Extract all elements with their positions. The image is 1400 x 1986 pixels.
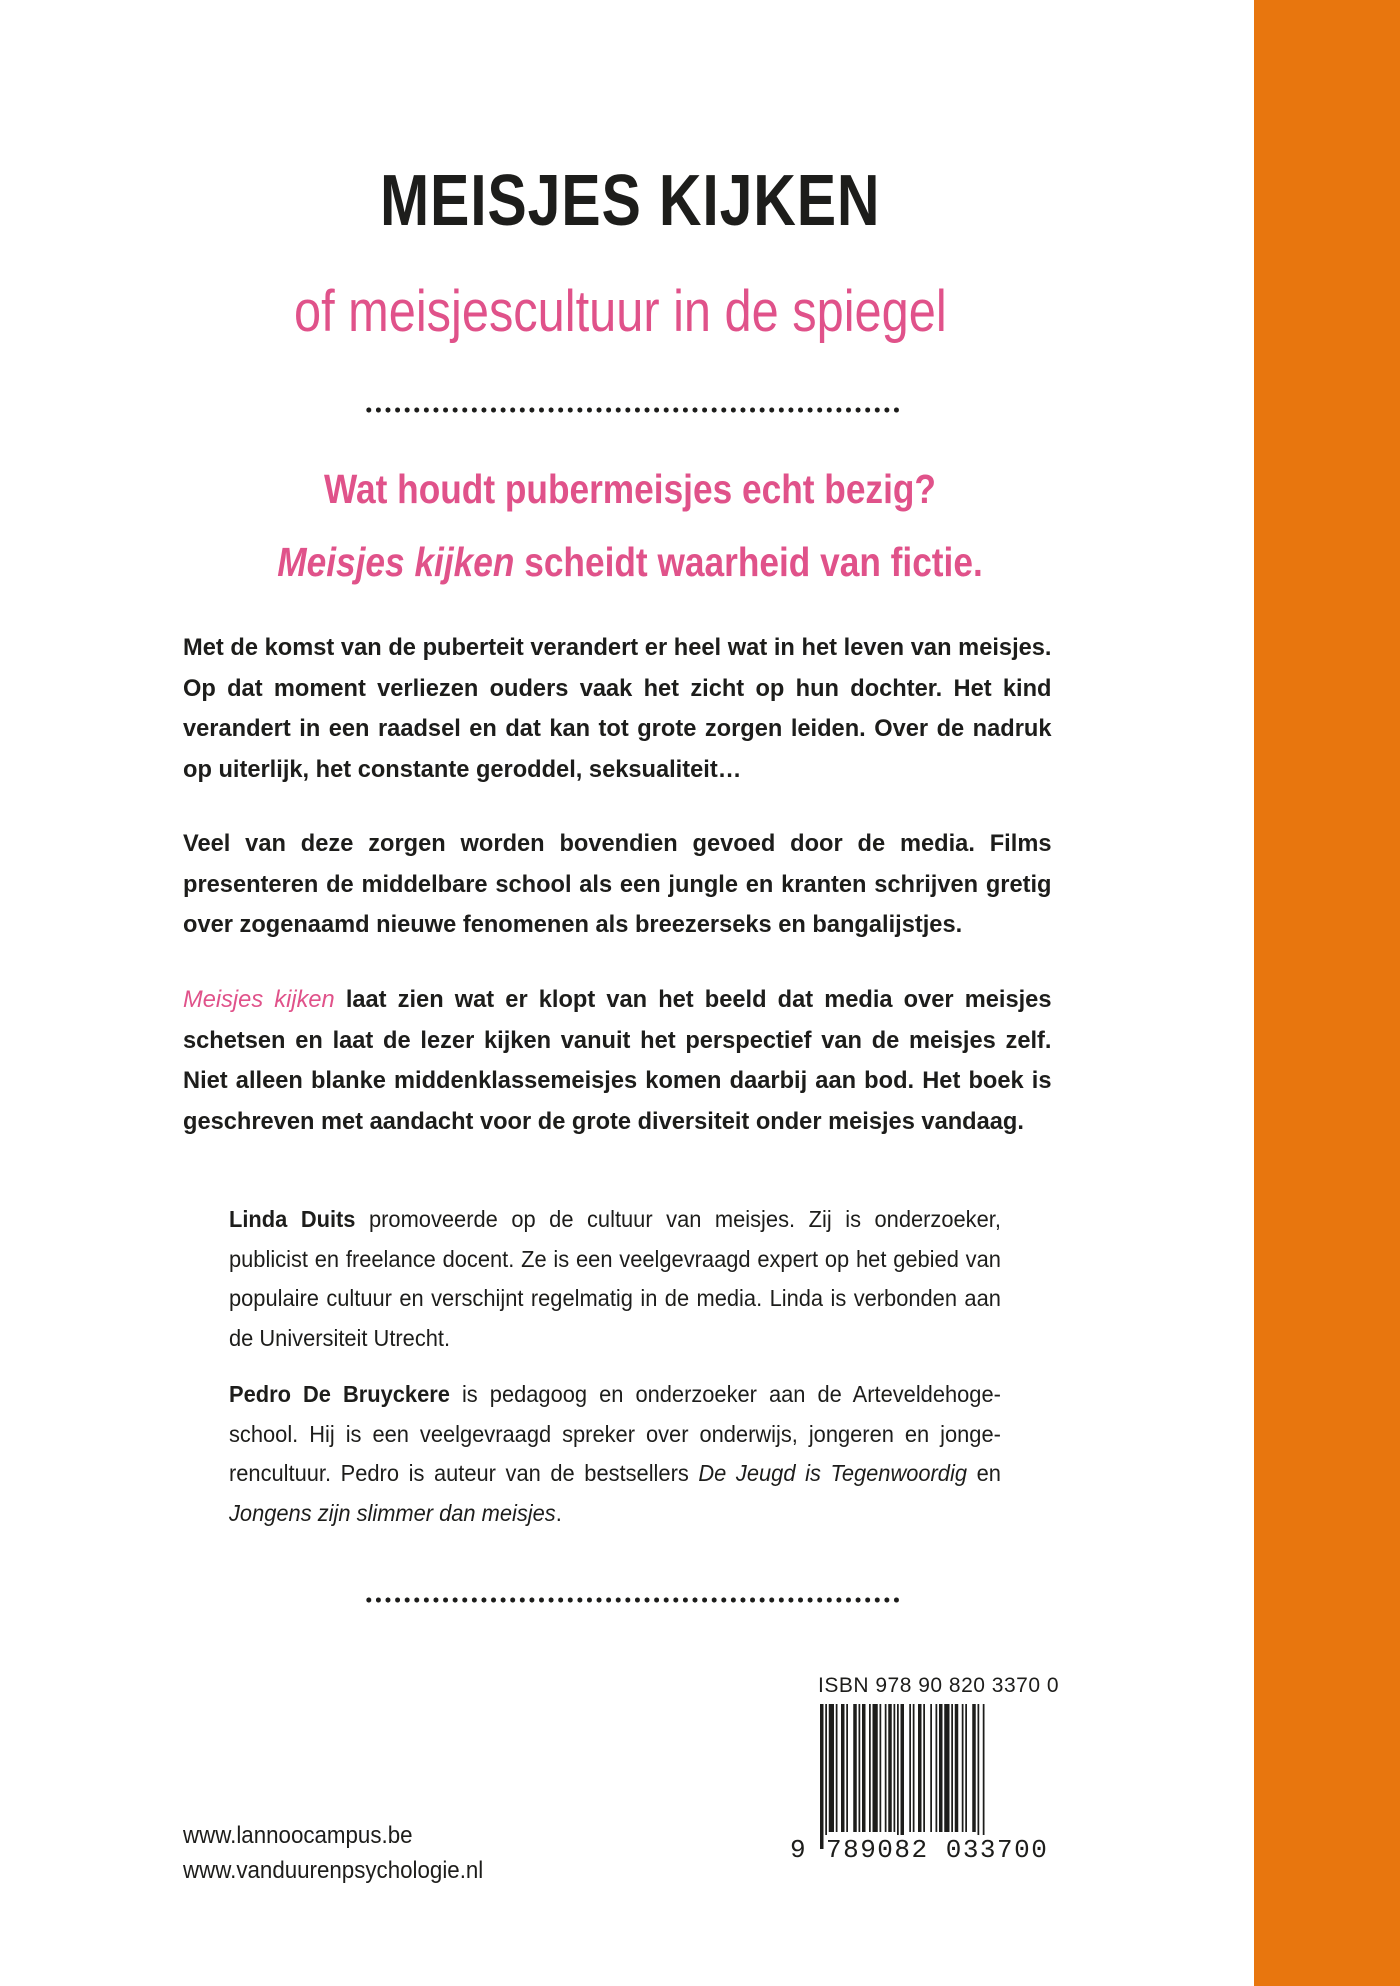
book-title: MEISJES KIJKEN	[380, 161, 881, 241]
orange-spine	[1254, 0, 1400, 1986]
author-bio-pedro-text-1: is pedagoog en onderzoeker aan de Arteveldehogeschool. Hij is een veelgevraagd spreker over onderwijs, jongeren en jongerencultuur. Pedro is auteur van de bestsellers	[229, 1381, 1001, 1486]
tagline-line-2-text: scheidt waarheid van fictie.	[514, 539, 983, 585]
tagline-line-2	[243, 539, 1017, 586]
author-name-linda: Linda Duits	[229, 1206, 356, 1232]
website-link-vanduuren[interactable]: www.vanduurenpsychologie.nl	[183, 1857, 484, 1884]
blurb-paragraph-3-text: laat zien wat er klopt van het beeld dat media over meisjes schetsen en laat de lezer kijken vanuit het perspectief van de meisjes zelf. Niet alleen blanke middenklassemeisjes komen daarbij aan bod. Het boek is geschreven met aandacht voor de grote diversiteit onder meisjes vandaag.	[183, 986, 1052, 1135]
barcode-digits: 789082 033700	[826, 1835, 1049, 1865]
author-bio-pedro-text-3: .	[555, 1499, 562, 1526]
dotted-divider-top	[364, 407, 902, 413]
blurb-paragraph-2: Veel van deze zorgen worden bovendien gevoed door de media. Films presenteren de middelbare school als een jungle en kranten schrijven gretig over zogenaamd nieuwe fenomenen als breezerseks en bangalijstjes.	[183, 830, 1052, 938]
author-bio-pedro	[229, 1375, 1001, 1533]
tagline-line-1: Wat houdt pubermeisjes echt bezig?	[324, 466, 936, 512]
author-name-pedro: Pedro De Bruyckere	[229, 1381, 450, 1407]
blurb-paragraph-3	[183, 980, 1052, 1142]
book-subtitle: of meisjescultuur in de spiegel	[294, 279, 947, 344]
author-bio-pedro-text-2: en	[966, 1460, 1001, 1486]
tagline-book-name: Meisjes kijken	[277, 539, 515, 585]
book-title-jeugd: De Jeugd is Tegenwoordig	[698, 1460, 967, 1486]
isbn-label: ISBN 978 90 820 3370 0	[818, 1674, 1060, 1697]
website-link-lannoocampus[interactable]: www.lannoocampus.be	[183, 1822, 413, 1849]
author-bio-linda	[229, 1200, 1001, 1358]
barcode-icon	[818, 1704, 1063, 1849]
book-title-jongens: Jongens zijn slimmer dan meisjes	[229, 1499, 556, 1526]
author-bio-linda-text: promoveerde op de cultuur van meisjes. Zij is onderzoeker, publicist en freelance docent. Ze is een veelgevraagd expert op het gebied van populaire cultuur en verschijnt regelmatig in de media. Linda is verbonden aan de Universiteit Utrecht.	[229, 1206, 1001, 1351]
barcode-first-digit: 9	[790, 1835, 806, 1865]
blurb-book-name: Meisjes kijken	[183, 986, 335, 1013]
dotted-divider-bottom	[364, 1597, 902, 1603]
blurb-paragraph-1: Met de komst van de puberteit verandert er heel wat in het leven van meisjes. Op dat moment verliezen ouders vaak het zicht op hun dochter. Het kind verandert in een raadsel en dat kan tot grote zorgen leiden. Over de nadruk op uiterlijk, het constante geroddel, seksualiteit…	[183, 634, 1052, 783]
